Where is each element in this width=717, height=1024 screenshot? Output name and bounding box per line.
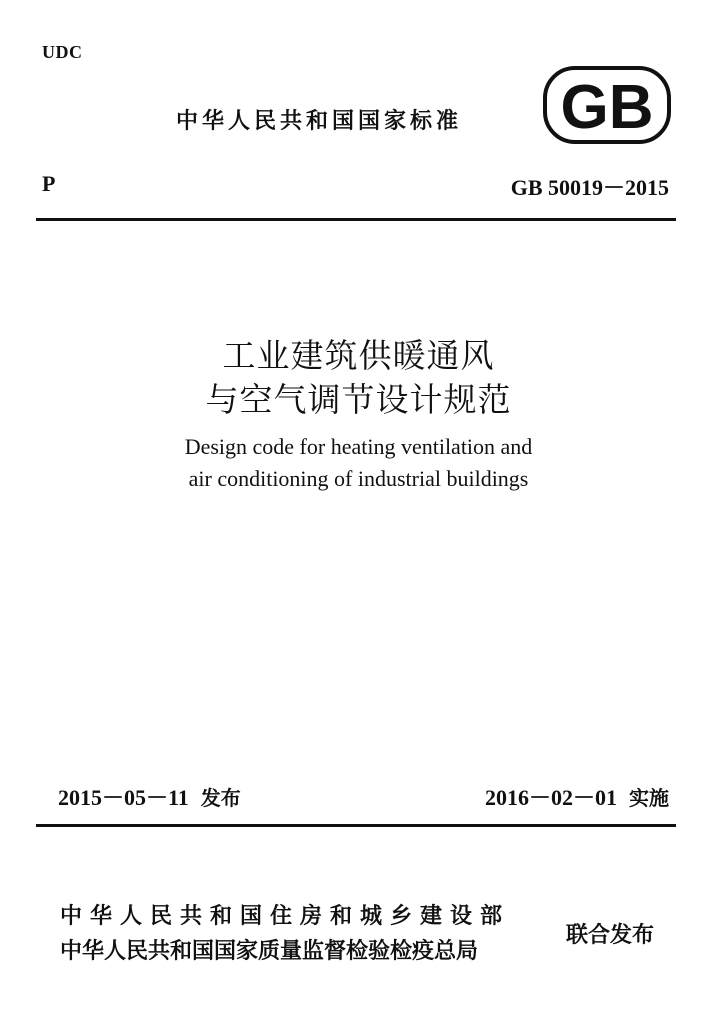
- gb-logo-text: GB: [560, 73, 654, 142]
- bottom-divider: [36, 824, 676, 827]
- implement-label: 实施: [629, 786, 669, 810]
- joint-issue-label: 联合发布: [566, 923, 655, 948]
- title-cn-line1: 工业建筑供暖通风: [222, 336, 495, 375]
- gb-logo: [543, 66, 671, 144]
- issue-label: 发布: [200, 786, 241, 810]
- standard-number: GB 50019－2015: [510, 175, 669, 200]
- issuer-line2: 中华人民共和国国家质量监督检验检疫总局: [60, 939, 479, 964]
- category-code: P: [42, 171, 56, 196]
- udc-label: UDC: [42, 42, 83, 62]
- top-divider: [36, 218, 676, 221]
- implement-date-block: [485, 781, 669, 812]
- title-en-line2: air conditioning of industrial buildings: [188, 466, 529, 491]
- title-cn-line2: 与空气调节设计规范: [205, 380, 512, 419]
- title-en-line1: Design code for heating ventilation and: [184, 434, 533, 459]
- issue-date: 2015－05－11: [58, 785, 189, 810]
- implement-date: 2016－02－01: [484, 785, 617, 810]
- issuer-line1: 中华人民共和国住房和城乡建设部: [60, 904, 511, 929]
- standard-type-heading: 中华人民共和国国家标准: [176, 109, 463, 134]
- issue-date-block: [58, 781, 241, 812]
